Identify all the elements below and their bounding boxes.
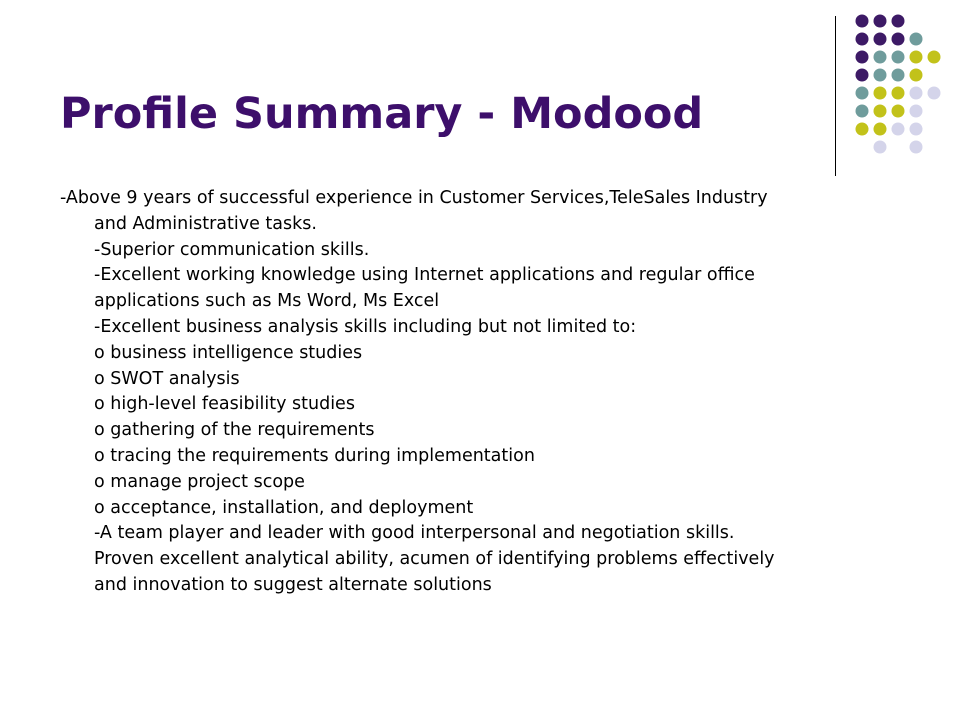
summary-line: o manage project scope [94,471,305,492]
dot [856,105,869,118]
dot [874,15,887,28]
dot [874,105,887,118]
dot [856,51,869,64]
dot [856,33,869,46]
summary-line: o business intelligence studies [94,342,363,363]
dot [892,105,905,118]
summary-line: o gathering of the requirements [94,420,375,441]
summary-line: -Above 9 years of successful experience in Customer Services,TeleSales Industry [60,188,768,208]
dot [874,87,887,100]
dot [892,33,905,46]
dot [910,123,923,136]
dot [856,15,869,28]
dot [892,51,905,64]
summary-line: o SWOT analysis [94,368,240,389]
dot [910,105,923,118]
dot [910,141,923,154]
profile-summary-text [60,186,910,599]
dot [910,69,923,82]
dot [910,33,923,46]
dot [856,87,869,100]
vertical-divider [835,16,836,176]
summary-line: -A team player and leader with good interpersonal and negotiation skills. [94,523,735,544]
dot [856,69,869,82]
summary-line: o high-level feasibility studies [94,394,355,415]
summary-line: Proven excellent analytical ability, acumen of identifying problems effectively [94,549,775,570]
summary-line: o tracing the requirements during implementation [94,445,535,466]
dot [928,51,941,64]
summary-line: -Excellent business analysis skills including but not limited to: [94,316,637,337]
dot [874,69,887,82]
dot [910,87,923,100]
dot [892,69,905,82]
dot [874,33,887,46]
dot [892,123,905,136]
dot [910,51,923,64]
dot [874,141,887,154]
dot [874,123,887,136]
dot [874,51,887,64]
dot [928,87,941,100]
dot [892,15,905,28]
dot [856,123,869,136]
slide-title: Profile Summary - Modood [60,89,704,139]
summary-line: and Administrative tasks. [94,213,317,234]
dot [892,87,905,100]
summary-line: -Superior communication skills. [94,239,370,260]
summary-line: o acceptance, installation, and deployment [94,497,474,518]
summary-line: -Excellent working knowledge using Internet applications and regular office [94,265,755,286]
summary-line: applications such as Ms Word, Ms Excel [94,291,440,312]
summary-line: and innovation to suggest alternate solutions [94,574,492,595]
